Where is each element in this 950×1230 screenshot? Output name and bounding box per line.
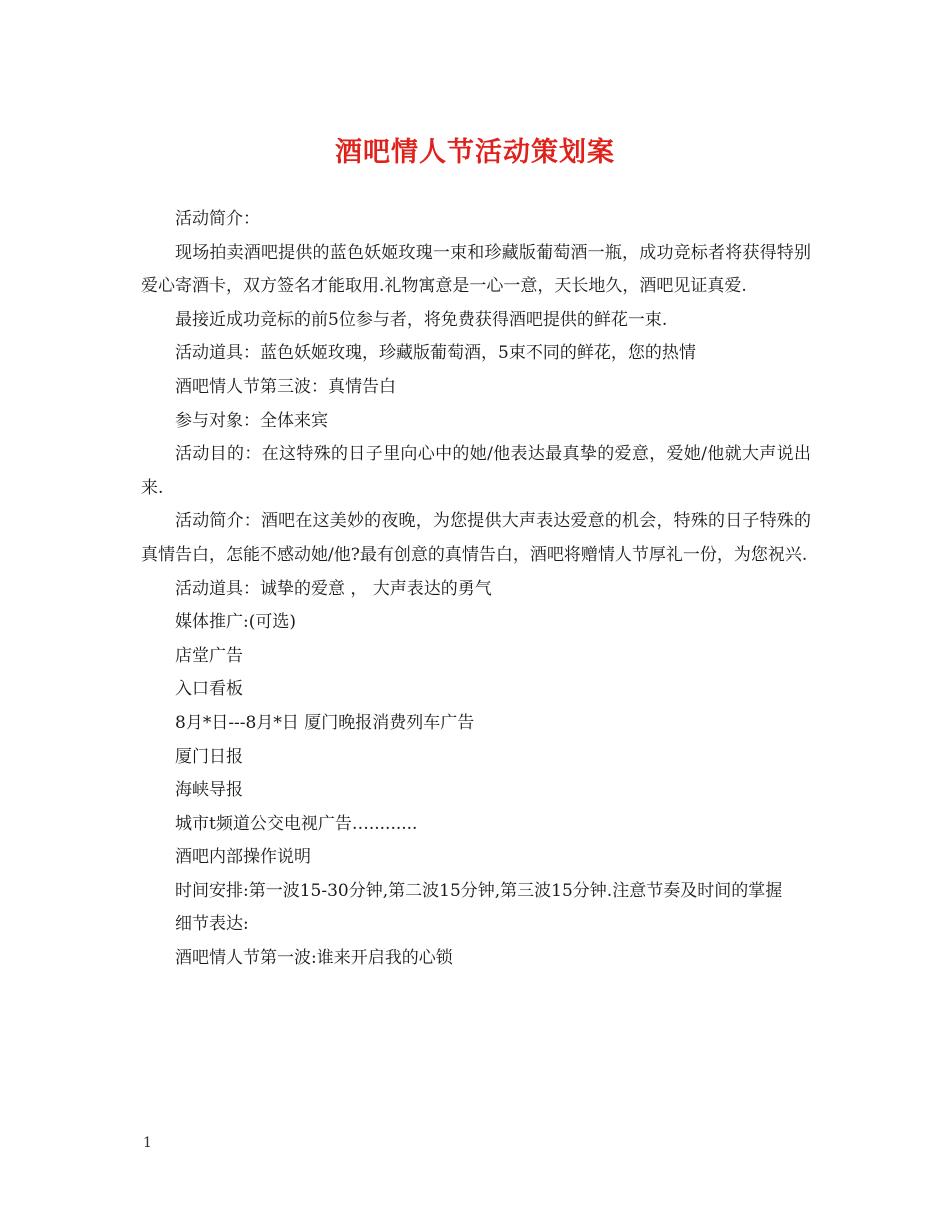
paragraph: 细节表达: xyxy=(175,914,249,935)
paragraph: 酒吧情人节第一波:谁来开启我的心锁 xyxy=(175,948,453,969)
paragraph: 城市t频道公交电视广告…......... xyxy=(175,813,418,834)
page-number: 1 xyxy=(143,1135,152,1151)
paragraph: 8月*日---8月*日 厦门晚报消费列车广告 xyxy=(175,712,475,733)
paragraph: 活动目的：在这特殊的日子里向心中的她/他表达最真挚的爱意，爱她/他就大声说出来. xyxy=(141,444,811,498)
paragraph: 媒体推广:(可选) xyxy=(175,612,296,633)
paragraph: 厦门日报 xyxy=(175,746,243,767)
document-body xyxy=(141,203,811,976)
paragraph: 活动简介： xyxy=(175,209,260,229)
paragraph: 活动简介：酒吧在这美妙的夜晚，为您提供大声表达爱意的机会，特殊的日子特殊的真情告白，怎能不感动她/他?最有创意的真情告白，酒吧将赠情人节厚礼一份，为您祝兴. xyxy=(141,511,811,565)
paragraph: 店堂广告 xyxy=(175,645,243,666)
paragraph: 酒吧情人节第三波：真情告白 xyxy=(175,376,396,397)
paragraph: 时间安排:第一波15-30分钟,第二波15分钟,第三波15分钟.注意节奏及时间的掌握 xyxy=(175,880,783,901)
paragraph: 活动道具：蓝色妖姬玫瑰，珍藏版葡萄酒，5束不同的鲜花，您的热情 xyxy=(175,343,696,364)
paragraph: 最接近成功竞标的前5位参与者，将免费获得酒吧提供的鲜花一束. xyxy=(175,309,668,330)
paragraph: 入口看板 xyxy=(175,679,243,700)
paragraph: 酒吧内部操作说明 xyxy=(175,847,311,868)
paragraph: 海峡导报 xyxy=(175,780,243,801)
paragraph: 现场拍卖酒吧提供的蓝色妖姬玫瑰一束和珍藏版葡萄酒一瓶，成功竞标者将获得特别爱心寄酒卡，双方签名才能取用.礼物寓意是一心一意，天长地久，酒吧见证真爱. xyxy=(141,242,811,297)
paragraph: 活动道具：诚挚的爱意 ， 大声表达的勇气 xyxy=(175,578,492,599)
paragraph: 参与对象：全体来宾 xyxy=(175,410,328,431)
document-title: 酒吧情人节活动策划案 xyxy=(335,137,615,168)
